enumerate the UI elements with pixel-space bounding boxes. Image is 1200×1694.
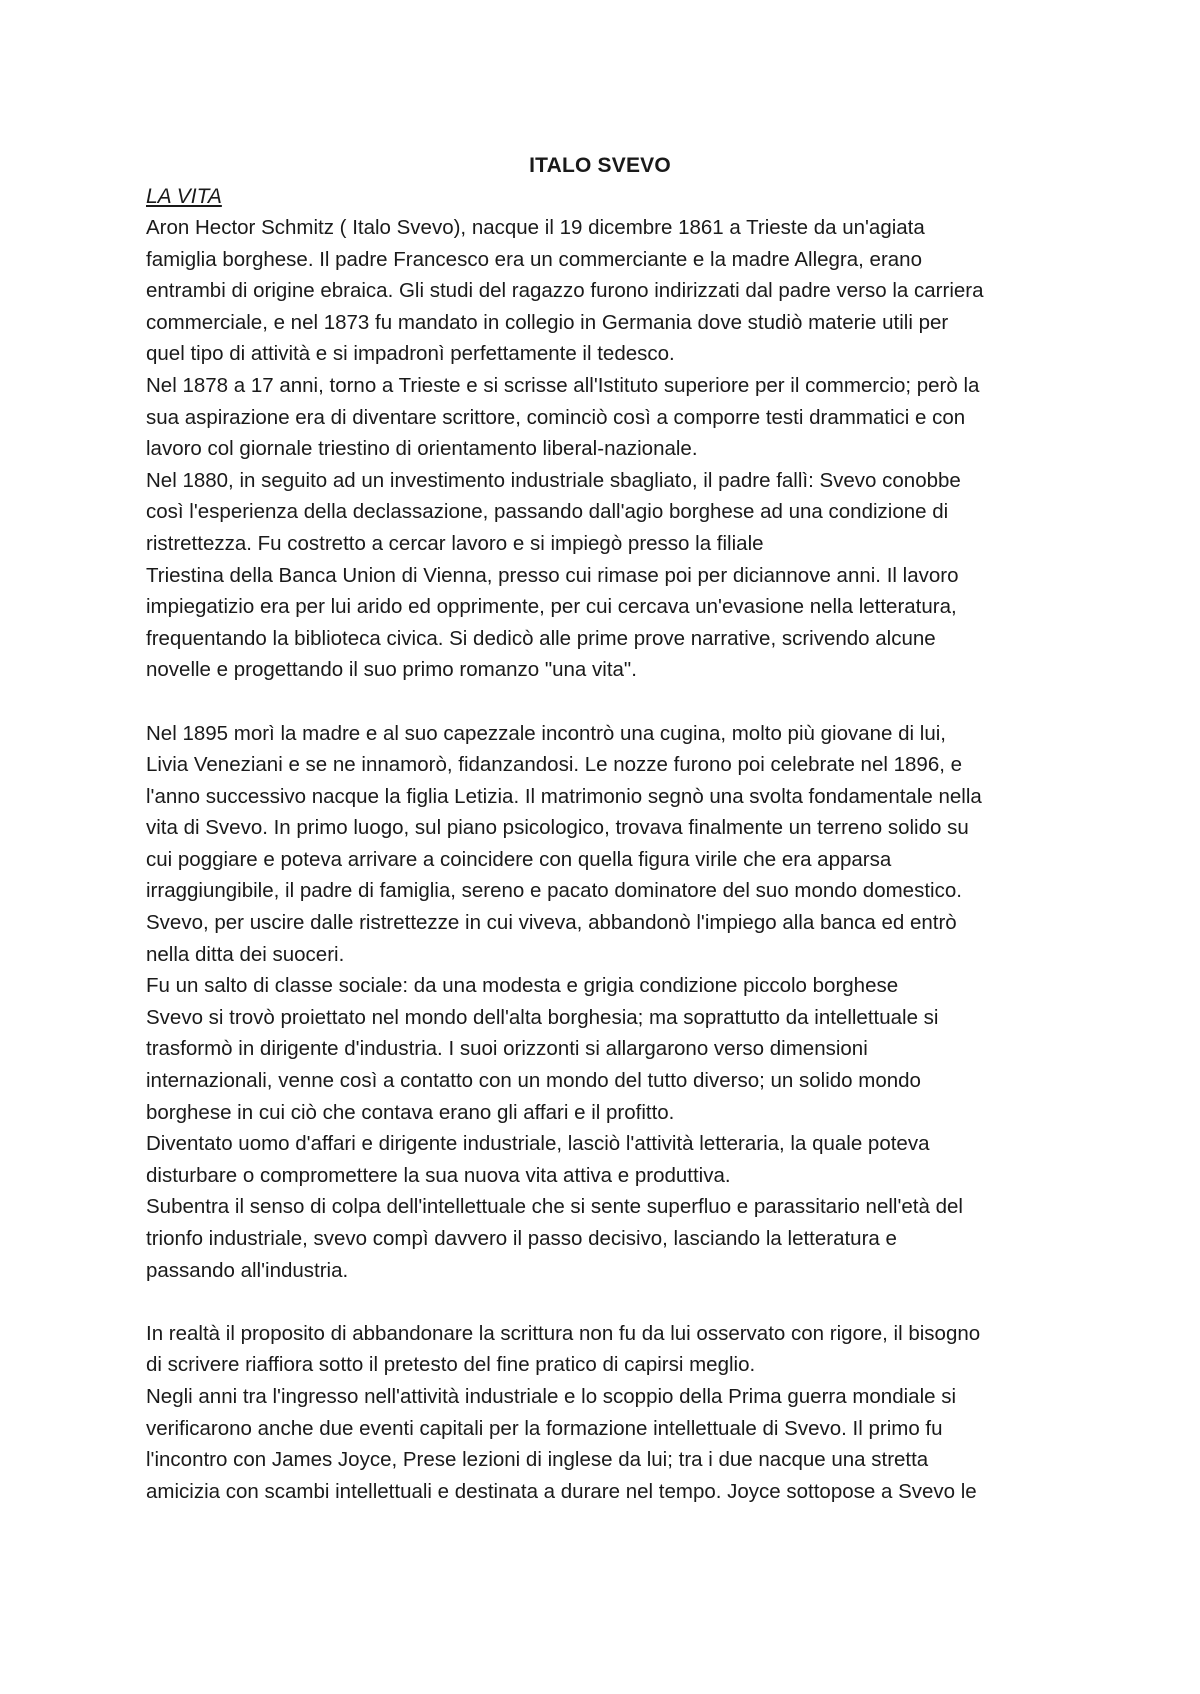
text-line: sua aspirazione era di diventare scrittore, cominciò così a comporre testi drammatici e con [146, 405, 966, 429]
text-line: ristrettezza. Fu costretto a cercar lavoro e si impiegò presso la filiale [146, 531, 764, 555]
text-line: di scrivere riaffiora sotto il pretesto del fine pratico di capirsi meglio. [146, 1353, 756, 1377]
text-line: Triestina della Banca Union di Vienna, presso cui rimase poi per diciannove anni. Il lavoro [146, 563, 959, 587]
text-line: passando all'industria. [146, 1258, 349, 1282]
text-line: Svevo si trovò proiettato nel mondo dell'alta borghesia; ma soprattutto da intellettuale si [146, 1005, 939, 1029]
text-line: cui poggiare e poteva arrivare a coincidere con quella figura virile che era apparsa [146, 847, 892, 871]
text-line: nella ditta dei suoceri. [146, 942, 345, 966]
blank-line [146, 686, 1071, 718]
text-line: Fu un salto di classe sociale: da una modesta e grigia condizione piccolo borghese [146, 974, 899, 998]
text-line: Nel 1878 a 17 anni, torno a Trieste e si scrisse all'Istituto superiore per il commercio; però la [146, 373, 980, 397]
document-title: ITALO SVEVO [529, 154, 671, 177]
blank-line [146, 1286, 1071, 1318]
text-line: commerciale, e nel 1873 fu mandato in collegio in Germania dove studiò materie utili per [146, 310, 949, 334]
text-line: famiglia borghese. Il padre Francesco era un commerciante e la madre Allegra, erano [146, 247, 922, 271]
body-text [146, 212, 1071, 1507]
text-line: internazionali, venne così a contatto con un mondo del tutto diverso; un solido mondo [146, 1069, 921, 1093]
text-line: amicizia con scambi intellettuali e destinata a durare nel tempo. Joyce sottopose a Svevo le [146, 1479, 977, 1503]
text-line: In realtà il proposito di abbandonare la scrittura non fu da lui osservato con rigore, il bisogno [146, 1321, 981, 1345]
text-line: disturbare o compromettere la sua nuova vita attiva e produttiva. [146, 1163, 731, 1187]
text-line: frequentando la biblioteca civica. Si dedicò alle prime prove narrative, scrivendo alcune [146, 626, 936, 650]
text-line: vita di Svevo. In primo luogo, sul piano psicologico, trovava finalmente un terreno solido su [146, 816, 969, 840]
text-line: Diventato uomo d'affari e dirigente industriale, lasciò l'attività letteraria, la quale poteva [146, 1132, 930, 1156]
text-line: Svevo, per uscire dalle ristrettezze in cui viveva, abbandonò l'impiego alla banca ed entrò [146, 911, 957, 935]
text-line: irraggiungibile, il padre di famiglia, sereno e pacato dominatore del suo mondo domestico. [146, 879, 962, 903]
text-line: verificarono anche due eventi capitali per la formazione intellettuale di Svevo. Il primo fu [146, 1416, 943, 1440]
text-line: impiegatizio era per lui arido ed opprimente, per cui cercava un'evasione nella letteratura, [146, 595, 957, 619]
text-line: Nel 1895 morì la madre e al suo capezzale incontrò una cugina, molto più giovane di lui, [146, 721, 946, 745]
text-line: entrambi di origine ebraica. Gli studi del ragazzo furono indirizzati dal padre verso la carriera [146, 279, 984, 303]
text-line: Nel 1880, in seguito ad un investimento industriale sbagliato, il padre fallì: Svevo conobbe [146, 468, 961, 492]
text-line: Negli anni tra l'ingresso nell'attività industriale e lo scoppio della Prima guerra mondiale si [146, 1384, 957, 1408]
text-line: Livia Veneziani e se ne innamorò, fidanzandosi. Le nozze furono poi celebrate nel 1896, e [146, 753, 963, 777]
text-line: lavoro col giornale triestino di orientamento liberal-nazionale. [146, 437, 698, 461]
section-heading: LA VITA [146, 185, 222, 208]
text-line: Aron Hector Schmitz ( Italo Svevo), nacque il 19 dicembre 1861 a Trieste da un'agiata [146, 216, 925, 239]
text-line: l'anno successivo nacque la figlia Letizia. Il matrimonio segnò una svolta fondamentale nella [146, 784, 982, 808]
text-line: l'incontro con James Joyce, Prese lezioni di inglese da lui; tra i due nacque una stretta [146, 1448, 929, 1472]
text-line: novelle e progettando il suo primo romanzo "una vita". [146, 658, 637, 682]
text-line: trionfo industriale, svevo compì davvero il passo decisivo, lasciando la letteratura e [146, 1227, 897, 1250]
text-line: trasformò in dirigente d'industria. I suoi orizzonti si allargarono verso dimensioni [146, 1037, 868, 1061]
text-line: Subentra il senso di colpa dell'intellettuale che si sente superfluo e parassitario nell'età del [146, 1195, 963, 1219]
text-line: quel tipo di attività e si impadronì perfettamente il tedesco. [146, 342, 675, 366]
text-line: così l'esperienza della declassazione, passando dall'agio borghese ad una condizione di [146, 500, 949, 524]
text-line: borghese in cui ciò che contava erano gli affari e il profitto. [146, 1100, 675, 1124]
